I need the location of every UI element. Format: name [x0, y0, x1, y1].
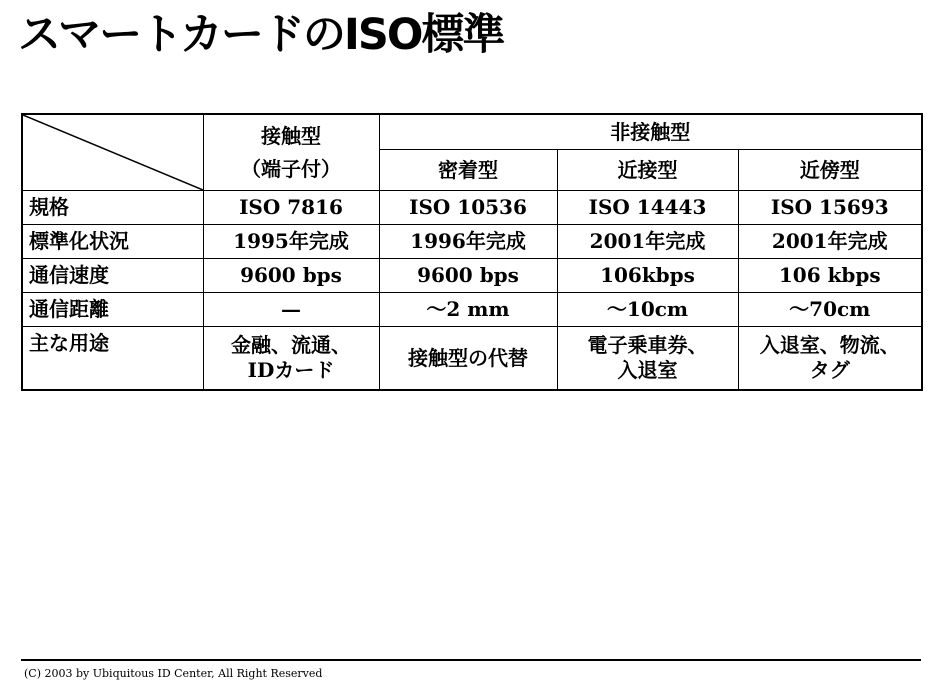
table-cell: ～10cm [557, 293, 738, 327]
usage-contact-line2: IDカード [247, 358, 335, 382]
table-cell: 106 kbps [738, 259, 922, 293]
usage-vicinity-line2: タグ [809, 358, 850, 382]
table-cell: 9600 bps [379, 259, 557, 293]
table-cell: ISO 10536 [379, 191, 557, 225]
header-vicinity: 近傍型 [738, 150, 922, 191]
page-title: スマートカードのISO標準 [18, 10, 504, 60]
table-cell [738, 327, 922, 391]
row-label-speed: 通信速度 [22, 259, 203, 293]
table-row [22, 259, 922, 293]
iso-standards-table [21, 113, 923, 391]
table-cell: ISO 15693 [738, 191, 922, 225]
row-label-usage: 主な用途 [22, 327, 203, 391]
table-cell: — [203, 293, 379, 327]
table-row [22, 293, 922, 327]
header-close-coupling: 密着型 [379, 150, 557, 191]
header-contact [203, 114, 379, 191]
corner-cell [22, 114, 203, 191]
usage-proximity-line1: 電子乗車券、 [587, 333, 708, 357]
table-cell: 2001年完成 [738, 225, 922, 259]
footer-divider [21, 659, 921, 661]
usage-proximity-line2: 入退室 [617, 358, 678, 382]
table-cell: 106kbps [557, 259, 738, 293]
table-cell [203, 327, 379, 391]
copyright-footer: (C) 2003 by Ubiquitous ID Center, All Right Reserved [24, 667, 323, 680]
header-contactless: 非接触型 [379, 114, 922, 150]
table-cell: 1996年完成 [379, 225, 557, 259]
table-row [22, 327, 922, 391]
table-cell: 1995年完成 [203, 225, 379, 259]
header-contact-label: 接触型 [261, 123, 321, 148]
table-cell: ～2 mm [379, 293, 557, 327]
header-contact-sub: （端子付） [241, 156, 341, 181]
table-row [22, 225, 922, 259]
table-header-row [22, 114, 922, 150]
header-proximity: 近接型 [557, 150, 738, 191]
table-cell: ISO 7816 [203, 191, 379, 225]
usage-contact-line1: 金融、流通、 [231, 333, 351, 357]
row-label-distance: 通信距離 [22, 293, 203, 327]
table-cell: 2001年完成 [557, 225, 738, 259]
table-cell [557, 327, 738, 391]
table-cell: 接触型の代替 [379, 327, 557, 391]
row-label-status: 標準化状況 [22, 225, 203, 259]
row-label-standard: 規格 [22, 191, 203, 225]
table-cell: ISO 14443 [557, 191, 738, 225]
table-cell: ～70cm [738, 293, 922, 327]
table-row [22, 191, 922, 225]
usage-vicinity-line1: 入退室、物流、 [759, 333, 900, 357]
table-cell: 9600 bps [203, 259, 379, 293]
